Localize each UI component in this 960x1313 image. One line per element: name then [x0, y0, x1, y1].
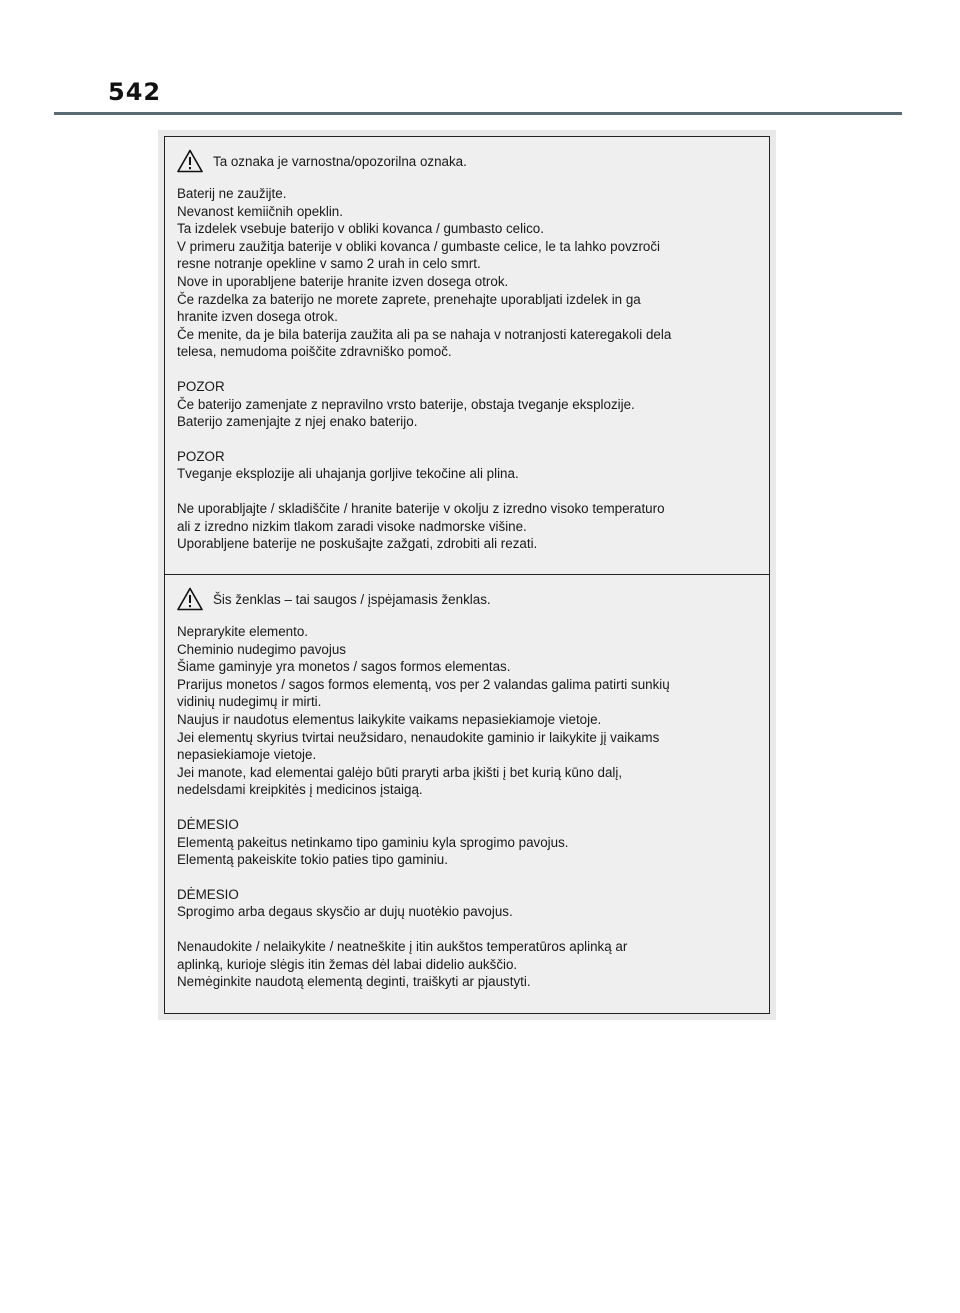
text-line: Šiame gaminyje yra monetos / sagos formos elementas. [177, 659, 511, 675]
text-line: V primeru zaužitja baterije v obliki kovanca / gumbaste celice, le ta lahko povzroči [177, 238, 661, 254]
text-line: POZOR [177, 448, 225, 464]
paragraph [177, 816, 759, 869]
text-line: Ne uporabljajte / skladiščite / hranite baterije v okolju z izredno visoko temperaturo [177, 500, 665, 516]
paragraph [177, 500, 759, 553]
text-line: resne notranje opekline v samo 2 urah in celo smrt. [177, 256, 481, 272]
text-line: Tveganje eksplozije ali uhajanja gorljive tekočine ali plina. [177, 466, 519, 482]
header-rule [54, 112, 902, 115]
section-heading-row [177, 585, 759, 613]
section-lithuanian [165, 575, 769, 1013]
paragraph [177, 185, 759, 361]
text-line: Uporabljene baterije ne poskušajte zažgati, zdrobiti ali rezati. [177, 536, 538, 552]
paragraph [177, 623, 759, 799]
text-line: Naujus ir naudotus elementus laikykite vaikams nepasiekiamoje vietoje. [177, 711, 602, 727]
text-line: Sprogimo arba degaus skysčio ar dujų nuotėkio pavojus. [177, 904, 513, 920]
warning-triangle-icon [177, 587, 203, 611]
text-line: Nove in uporabljene baterije hranite izven dosega otrok. [177, 273, 509, 289]
text-line: DĖMESIO [177, 886, 239, 902]
text-line: Jei manote, kad elementai galėjo būti praryti arba įkišti į bet kurią kūno dalį, [177, 764, 623, 780]
text-line: ali z izredno nizkim tlakom zaradi visoke nadmorske višine. [177, 518, 527, 534]
text-line: Elementą pakeitus netinkamo tipo gaminiu kyla sprogimo pavojus. [177, 834, 569, 850]
text-line: DĖMESIO [177, 816, 239, 832]
text-line: Če menite, da je bila baterija zaužita ali pa se nahaja v notranjosti kateregakoli dela [177, 326, 672, 342]
text-line: hranite izven dosega otrok. [177, 309, 338, 325]
text-line: Prarijus monetos / sagos formos elementą, vos per 2 valandas galima patirti sunkių [177, 676, 670, 692]
text-line: Nevanost kemiičnih opeklin. [177, 203, 343, 219]
text-line: Ta izdelek vsebuje baterijo v obliki kovanca / gumbasto celico. [177, 221, 544, 237]
text-line: Če baterijo zamenjate z nepravilno vrsto baterije, obstaja tveganje eksplozije. [177, 396, 635, 412]
page-number: 542 [108, 78, 162, 106]
section-heading: Šis ženklas – tai saugos / įspėjamasis ženklas. [213, 591, 491, 607]
section-slovenian [165, 137, 769, 575]
scanned-warning-label [158, 130, 776, 1020]
text-line: Nenaudokite / nelaikykite / neatneškite į itin aukštos temperatūros aplinką ar [177, 938, 628, 954]
text-line: vidinių nudegimų ir mirti. [177, 694, 322, 710]
text-line: aplinką, kurioje slėgis itin žemas dėl labai didelio aukščio. [177, 956, 518, 972]
paragraph [177, 886, 759, 921]
text-line: nepasiekiamoje vietoje. [177, 747, 317, 763]
text-line: Cheminio nudegimo pavojus [177, 641, 346, 657]
text-line: Elementą pakeiskite tokio paties tipo gaminiu. [177, 852, 448, 868]
text-line: POZOR [177, 378, 225, 394]
text-line: Neprarykite elemento. [177, 624, 308, 639]
text-line: Nemėginkite naudotą elementą deginti, traiškyti ar pjaustyti. [177, 974, 531, 990]
warning-triangle-icon [177, 149, 203, 173]
text-line: Jei elementų skyrius tvirtai neužsidaro, nenaudokite gaminio ir laikykite jį vaikams [177, 729, 660, 745]
text-line: telesa, nemudoma poiščite zdravniško pomoč. [177, 344, 452, 360]
text-line: Baterijo zamenjajte z njej enako baterijo. [177, 414, 418, 430]
paragraph [177, 378, 759, 431]
text-line: Če razdelka za baterijo ne morete zaprete, prenehajte uporabljati izdelek in ga [177, 291, 641, 307]
paragraph [177, 938, 759, 991]
warning-box [164, 136, 770, 1014]
text-line: Baterij ne zaužijte. [177, 186, 287, 201]
paragraph [177, 448, 759, 483]
section-heading: Ta oznaka je varnostna/opozorilna oznaka. [213, 153, 467, 169]
section-heading-row [177, 147, 759, 175]
text-line: nedelsdami kreipkitės į medicinos įstaigą. [177, 782, 423, 798]
